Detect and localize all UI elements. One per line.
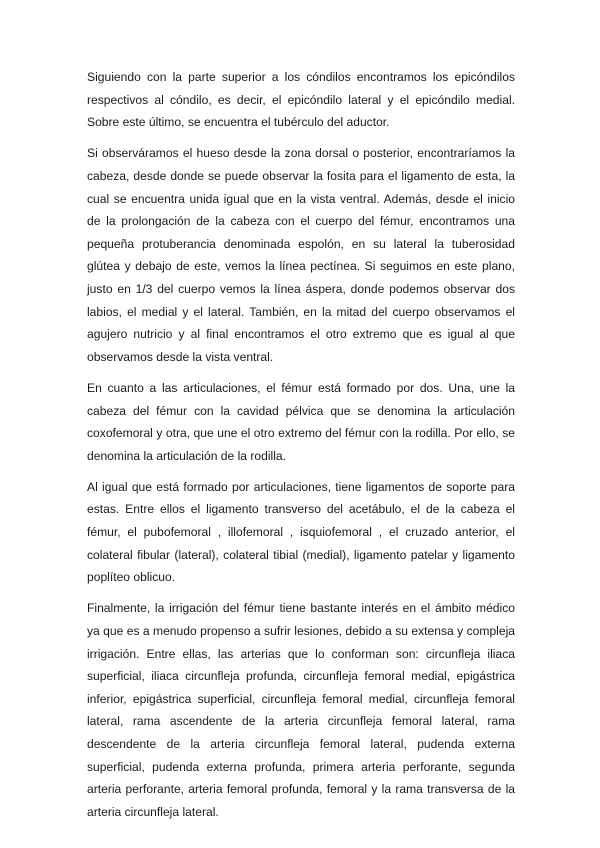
paragraph-epicondyles: Siguiendo con la parte superior a los cóndilos encontramos los epicóndilos respectivos al cóndilo, es decir, el epicóndilo lateral y el epicóndilo medial. Sobre este último, se encuentra el tubérculo del aductor. (87, 70, 515, 130)
paragraph-articulations: En cuanto a las articulaciones, el fémur está formado por dos. Una, une la cabeza del fémur con la cavidad pélvica que se denomina la articulación coxofemoral y otra, que une el otro extremo del fémur con la rodilla. Por ello, se denomina la articulación de la rodilla. (87, 380, 515, 463)
paragraph-ligaments: Al igual que está formado por articulaciones, tiene ligamentos de soporte para estas. Entre ellos el ligamento transverso del acetábulo, el de la cabeza el fémur, el pubofemoral , illofemoral , isquiofemoral , el cruzado anterior, el colateral fibular (lateral), colateral tibial (medial), ligamento patelar y ligamento poplíteo oblicuo. (87, 479, 515, 585)
paragraph-irrigation: Finalmente, la irrigación del fémur tiene bastante interés en el ámbito médico ya que es a menudo propenso a sufrir lesiones, debido a su extensa y compleja irrigación. Entre ellas, las arterias que lo conforman son: circunfleja iliaca superficial, iliaca circunfleja profunda, circunfleja femoral medial, epigástrica inferior, epigástrica superficial, circunfleja femoral medial, circunfleja femoral lateral, rama ascendente de la arteria circunfleja femoral lateral, rama descendente de la arteria circunfleja femoral lateral, pudenda externa superficial, pudenda externa profunda, primera arteria perforante, segunda arteria perforante, arteria femoral profunda, femoral y la rama transversa de la arteria circunfleja lateral. (87, 601, 515, 819)
paragraph-dorsal-view: Si observáramos el hueso desde la zona dorsal o posterior, encontraríamos la cabeza, desde donde se puede observar la fosita para el ligamento de esta, la cual se encuentra unida igual que en la vista ventral. Además, desde el inicio de la prolongación de la cabeza con el cuerpo del fémur, encontramos una pequeña protuberancia denominada espolón, en su lateral la tuberosidad glútea y debajo de este, vemos la línea pectínea. Si seguimos en este plano, justo en 1/3 del cuerpo vemos la línea áspera, donde podemos observar dos labios, el medial y el lateral. También, en la mitad del cuerpo observamos el agujero nutricio y al final encontramos el otro extremo que es igual al que observamos desde la vista ventral. (87, 146, 515, 364)
document-page (87, 66, 515, 832)
